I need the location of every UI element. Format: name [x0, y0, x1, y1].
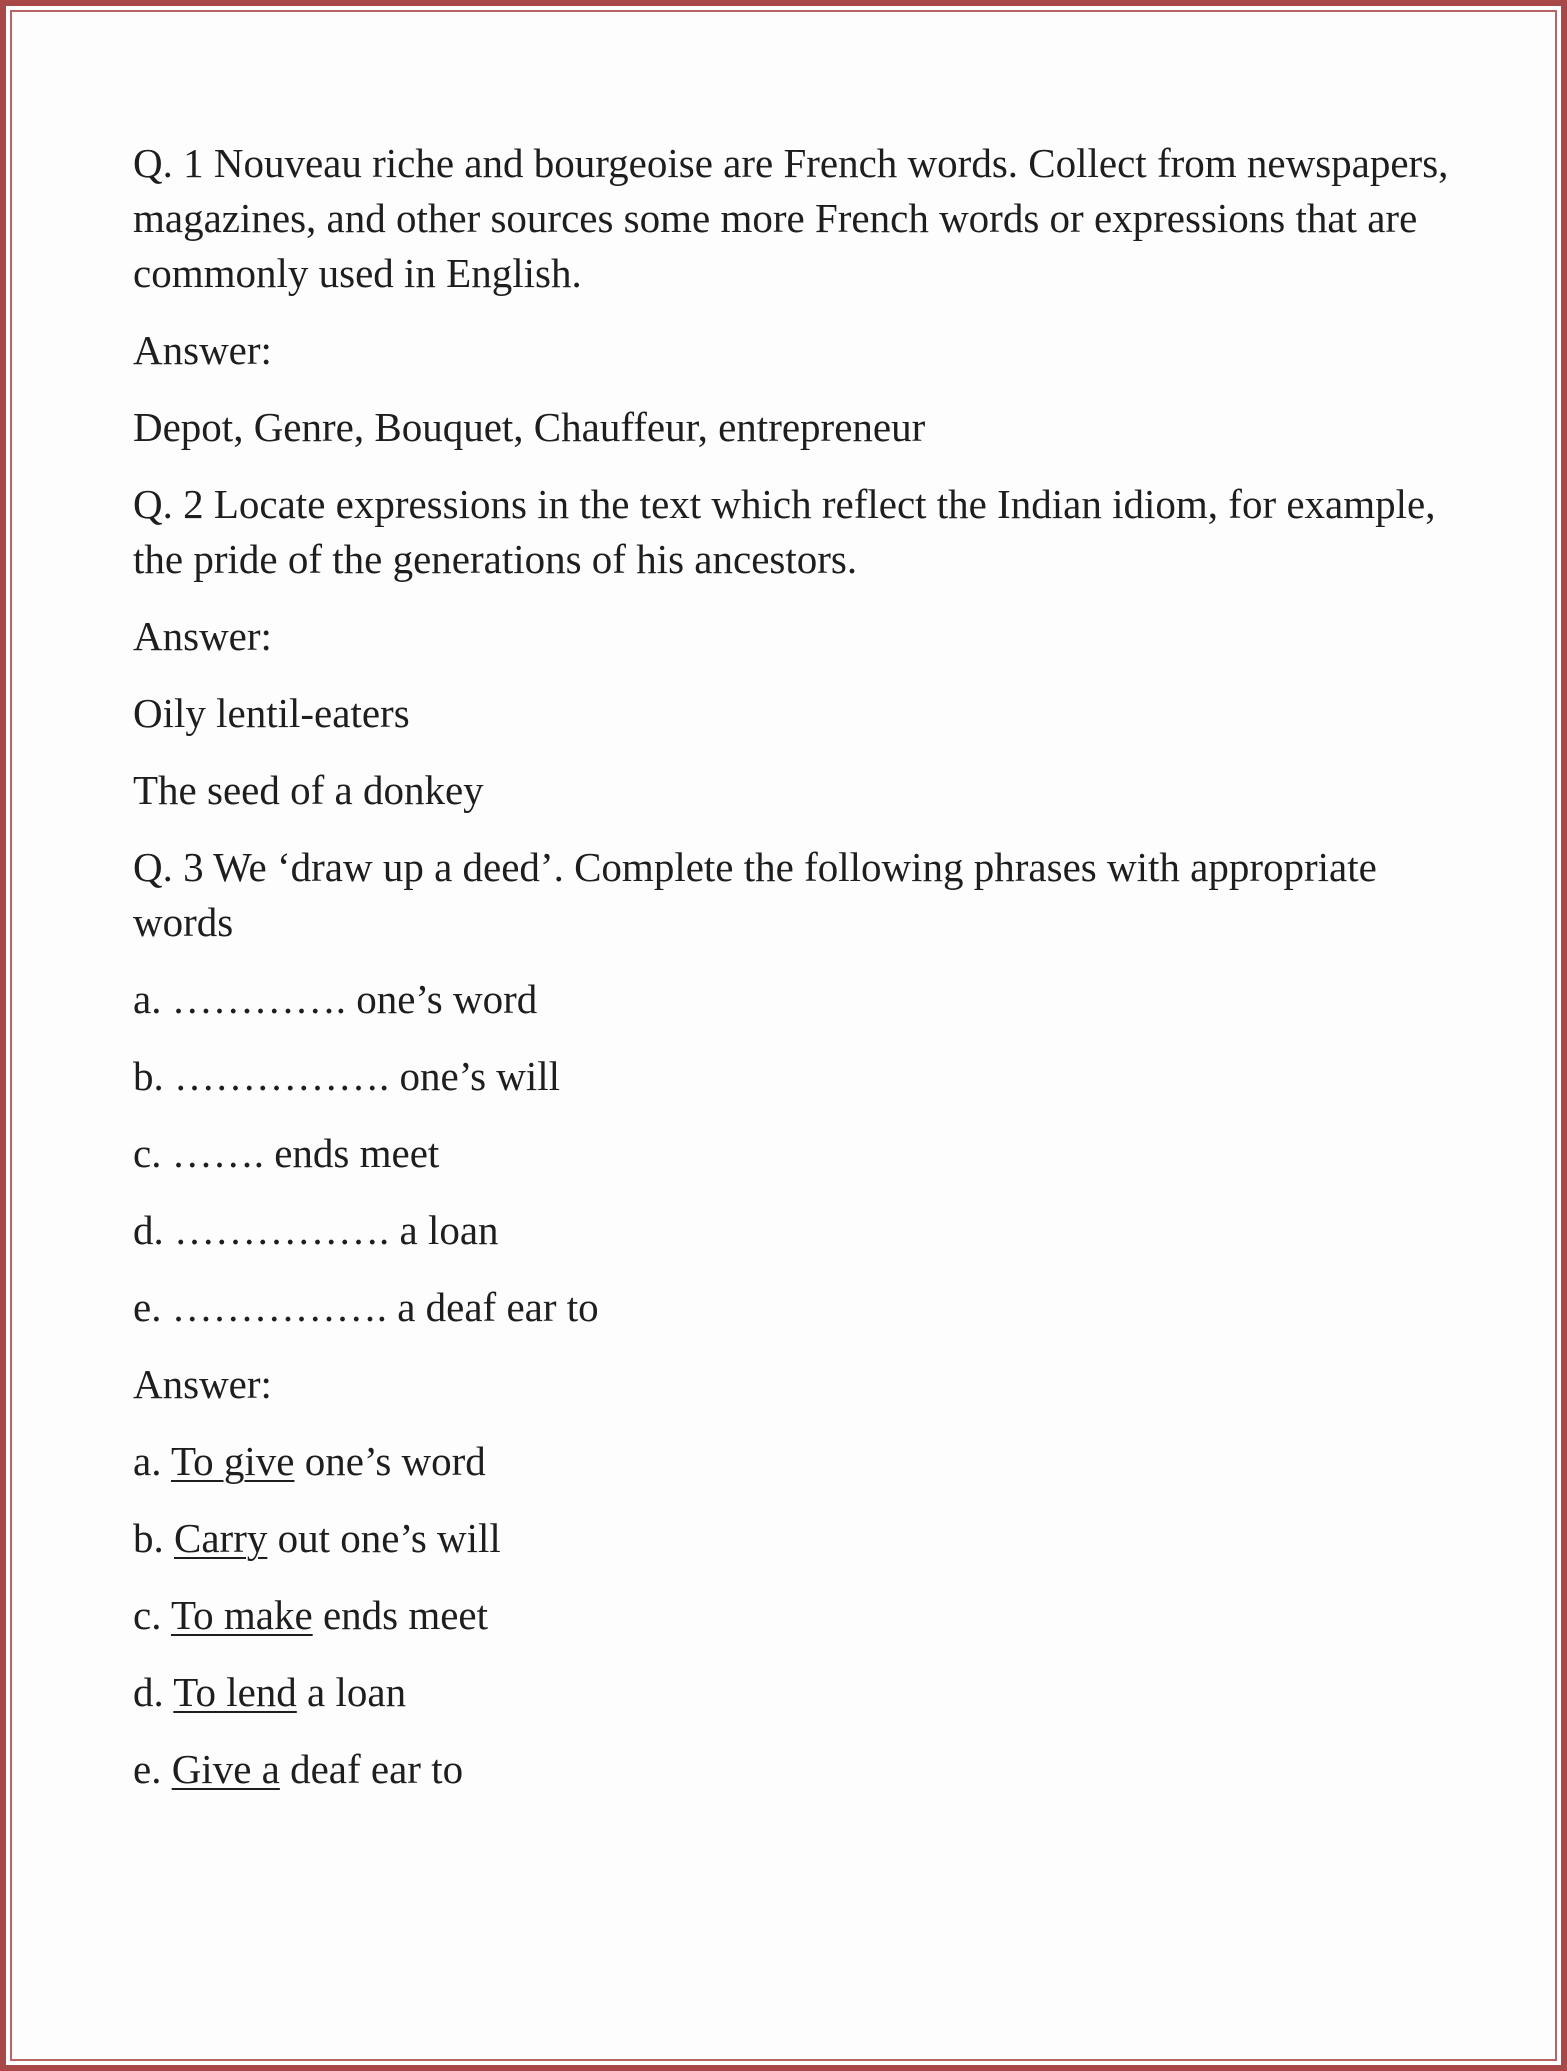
answer-3-a: [133, 1434, 1453, 1489]
answer-rest: deaf ear to: [279, 1746, 464, 1792]
answer-rest: out one’s will: [267, 1515, 501, 1561]
answer-3-b: [133, 1511, 1453, 1566]
answer-prefix: e.: [133, 1746, 172, 1792]
answer-underlined-word: To make: [170, 1592, 313, 1638]
answer-rest: ends meet: [312, 1592, 489, 1638]
answer-2-item: Oily lentil-eaters: [133, 690, 410, 736]
question-1: Q. 1 Nouveau riche and bourgeoise are French words. Collect from newspapers, magazines, and other sources some more French words or expressions that are commonly used in English.: [133, 140, 1449, 296]
answer-underlined-word: Give a: [171, 1746, 280, 1792]
answer-underlined-word: To give: [170, 1438, 295, 1484]
answer-underlined-word: Carry: [174, 1515, 268, 1561]
question-2: Q. 2 Locate expressions in the text which reflect the Indian idiom, for example, the pride of the generations of his ancestors.: [133, 481, 1436, 582]
blank-phrase-d: d. ……………. a loan: [133, 1207, 499, 1253]
answer-3-e: [133, 1742, 1453, 1797]
answer-rest: a loan: [296, 1669, 407, 1715]
blank-phrase-b: b. ……………. one’s will: [133, 1053, 561, 1099]
blank-phrase-a: a. …………. one’s word: [133, 976, 538, 1022]
blank-phrase-c: c. ……. ends meet: [133, 1130, 440, 1176]
answer-underlined-word: To lend: [173, 1669, 297, 1715]
answer-prefix: d.: [133, 1669, 174, 1715]
answer-prefix: b.: [133, 1515, 174, 1561]
blank-phrase-e: e. ……………. a deaf ear to: [133, 1284, 599, 1330]
answer-2-item: The seed of a donkey: [133, 767, 484, 813]
answer-1: Depot, Genre, Bouquet, Chauffeur, entrepreneur: [133, 404, 926, 450]
question-3: Q. 3 We ‘draw up a deed’. Complete the following phrases with appropriate words: [133, 844, 1377, 945]
answer-3-c: [133, 1588, 1453, 1643]
answer-prefix: c.: [133, 1592, 171, 1638]
answer-3-d: [133, 1665, 1453, 1720]
answer-label-3: Answer:: [133, 1361, 272, 1407]
answer-rest: one’s word: [294, 1438, 486, 1484]
answer-prefix: a.: [133, 1438, 171, 1484]
document-body: [133, 136, 1453, 1797]
answer-label-2: Answer:: [133, 613, 272, 659]
answer-label-1: Answer:: [133, 327, 272, 373]
